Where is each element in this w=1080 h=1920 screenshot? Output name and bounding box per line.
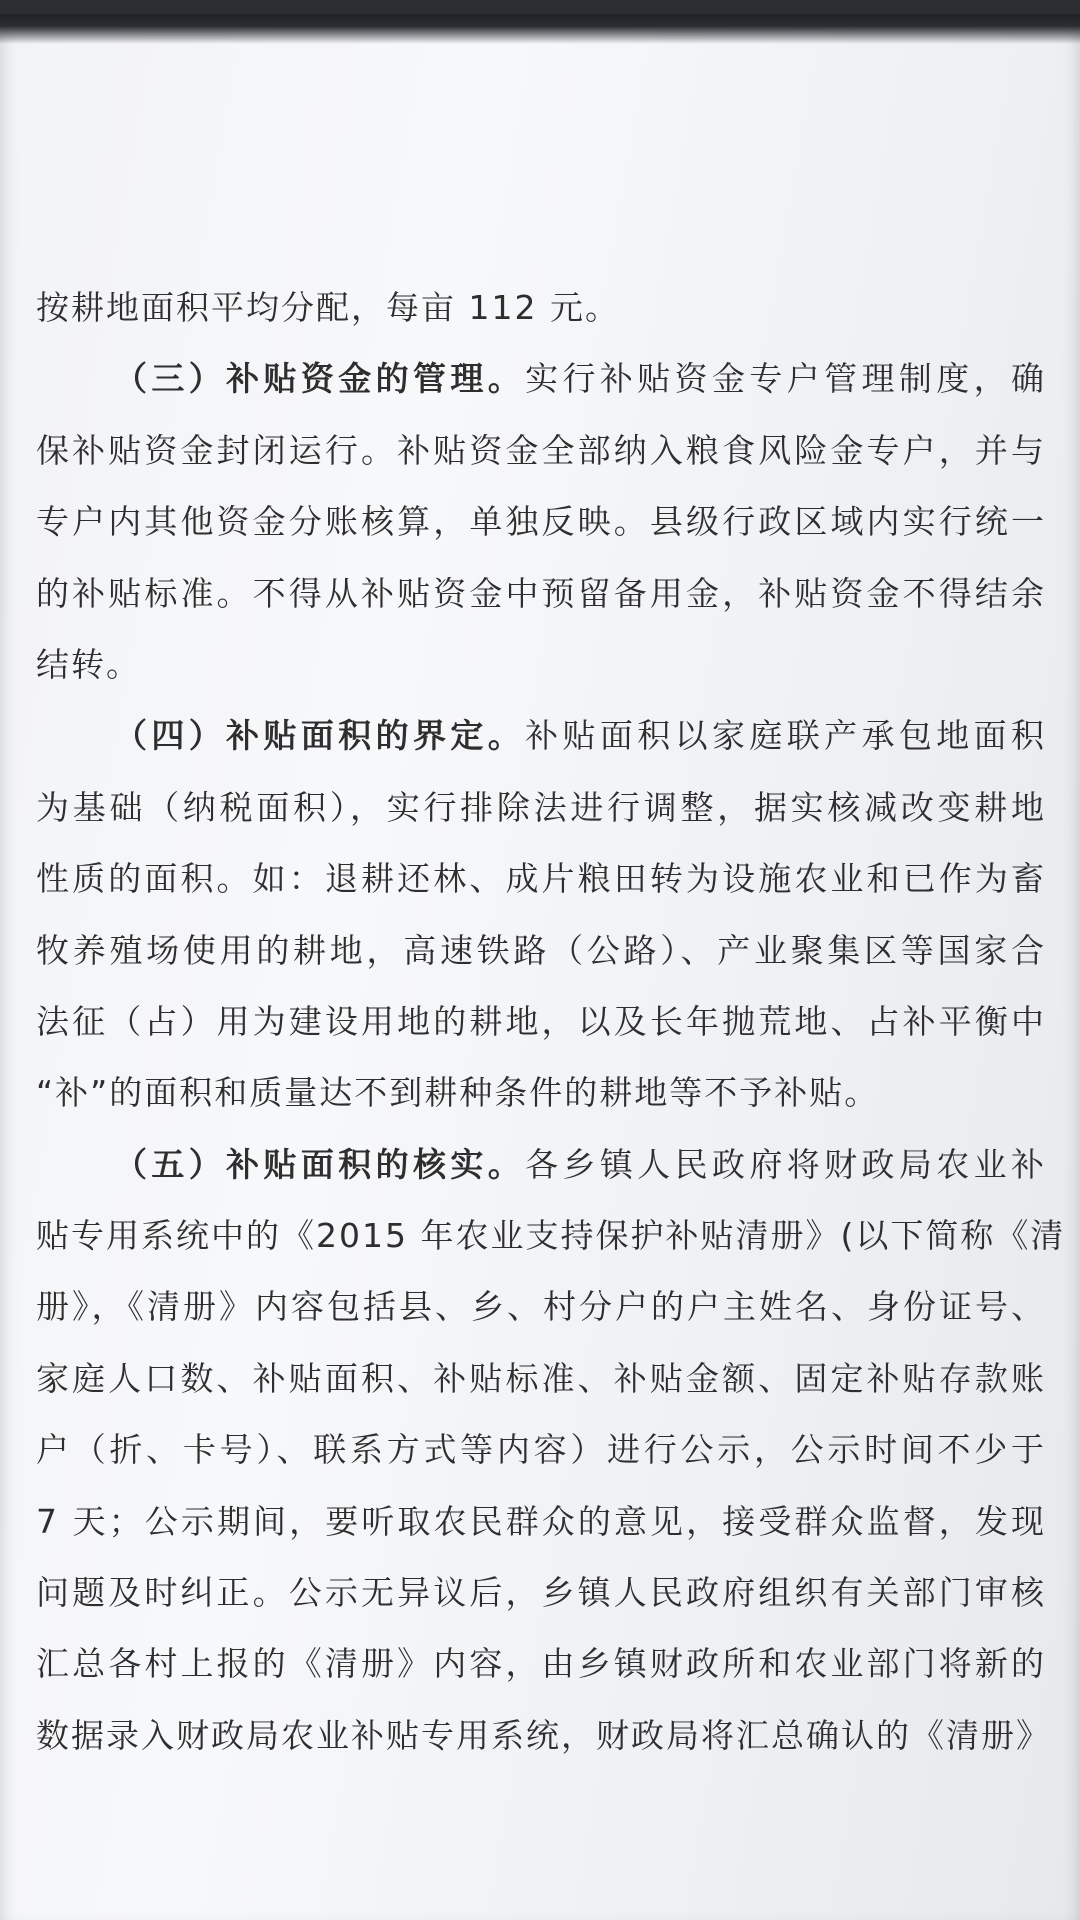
line-text: 牧养殖场使用的耕地，高速铁路（公路）、产业聚集区等国家合 (36, 930, 1046, 970)
section-heading-three: （三）补贴资金的管理。 (114, 359, 526, 399)
text-line-7 (36, 700, 1046, 771)
text-line-20 (36, 1628, 1046, 1699)
line-text: 问题及时纠正。公示无异议后，乡镇人民政府组织有关部门审核 (36, 1573, 1046, 1613)
line-text: 的补贴标准。不得从补贴资金中预留备用金，补贴资金不得结余 (36, 573, 1046, 613)
text-line-8 (36, 772, 1046, 843)
line-text: 数据录入财政局农业补贴专用系统，财政局将汇总确认的《清册》 (36, 1715, 1051, 1755)
top-shadow (0, 14, 1080, 44)
line-text: 专户内其他资金分账核算，单独反映。县级行政区域内实行统一 (36, 502, 1046, 542)
text-line-18 (36, 1486, 1046, 1557)
text-line-12 (36, 1057, 1046, 1128)
line-text: 补贴面积以家庭联产承包地面积 (525, 716, 1046, 756)
line-text: 户（折、卡号）、联系方式等内容）进行公示，公示时间不少于 (36, 1430, 1046, 1470)
text-line-4 (36, 486, 1046, 557)
text-line-15 (36, 1271, 1046, 1342)
line-text: 为基础（纳税面积），实行排除法进行调整，据实核减改变耕地 (36, 787, 1046, 827)
text-line-13 (36, 1129, 1046, 1200)
text-line-5 (36, 558, 1046, 629)
text-line-19 (36, 1557, 1046, 1628)
line-text: “补”的面积和质量达不到耕种条件的耕地等不予补贴。 (36, 1072, 880, 1112)
line-text: 7 天；公示期间，要听取农民群众的意见，接受群众监督，发现 (36, 1501, 1046, 1541)
text-line-9 (36, 843, 1046, 914)
section-heading-four: （四）补贴面积的界定。 (114, 716, 526, 756)
text-line-3 (36, 415, 1046, 486)
line-text: 法征（占）用为建设用地的耕地，以及长年抛荒地、占补平衡中 (36, 1001, 1046, 1041)
line-text: 保补贴资金封闭运行。补贴资金全部纳入粮食风险金专户，并与 (36, 430, 1046, 470)
text-line-16 (36, 1343, 1046, 1414)
line-text: 各乡镇人民政府将财政局农业补 (525, 1144, 1046, 1184)
text-line-11 (36, 986, 1046, 1057)
text-line-1 (36, 272, 1046, 343)
line-text: 结转。 (36, 644, 141, 684)
text-line-10 (36, 915, 1046, 986)
line-text: 实行补贴资金专户管理制度，确 (525, 359, 1046, 399)
line-text: 册》，《清册》内容包括县、乡、村分户的户主姓名、身份证号、 (36, 1287, 1046, 1327)
text-line-6 (36, 629, 1046, 700)
section-heading-five: （五）补贴面积的核实。 (114, 1144, 526, 1184)
document-body (36, 272, 1066, 1771)
line-text: 性质的面积。如：退耕还林、成片粮田转为设施农业和已作为畜 (36, 859, 1046, 899)
text-line-14 (36, 1200, 1066, 1271)
paper-sheet (0, 14, 1080, 1920)
text-line-21 (36, 1700, 1051, 1771)
text-line-17 (36, 1414, 1046, 1485)
line-text: 汇总各村上报的《清册》内容，由乡镇财政所和农业部门将新的 (36, 1644, 1046, 1684)
line-text: 按耕地面积平均分配，每亩 112 元。 (36, 287, 620, 327)
text-line-2 (36, 343, 1046, 414)
line-text: 贴专用系统中的《2015 年农业支持保护补贴清册》(以下简称《清 (36, 1216, 1066, 1256)
line-text: 家庭人口数、补贴面积、补贴标准、补贴金额、固定补贴存款账 (36, 1358, 1046, 1398)
